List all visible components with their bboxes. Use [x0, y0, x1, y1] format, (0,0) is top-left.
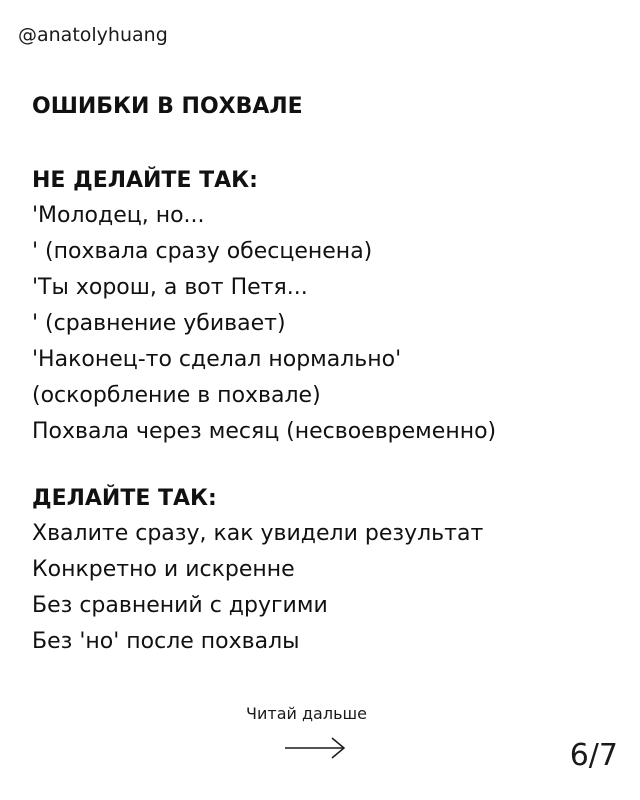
- do-line-3: Без сравнений с другими: [32, 593, 328, 618]
- page-indicator: 6/7: [569, 738, 618, 773]
- dont-line-4: ' (сравнение убивает): [32, 311, 286, 336]
- dont-line-6: (оскорбление в похвале): [32, 383, 321, 408]
- author-handle: @anatolyhuang: [18, 24, 168, 46]
- dont-section: [32, 164, 622, 450]
- do-heading: ДЕЛАЙТЕ ТАК:: [32, 486, 217, 511]
- slide-content: [32, 90, 622, 692]
- dont-heading: НЕ ДЕЛАЙТЕ ТАК:: [32, 168, 258, 193]
- page-title: ОШИБКИ В ПОХВАЛЕ: [32, 94, 303, 119]
- do-line-1: Хвалите сразу, как увидели результат: [32, 521, 484, 546]
- dont-line-7: Похвала через месяц (несвоевременно): [32, 419, 497, 444]
- arrow-right-icon[interactable]: [284, 736, 346, 760]
- dont-line-2: ' (похвала сразу обесценена): [32, 239, 373, 264]
- read-more-label[interactable]: Читай дальше: [246, 704, 367, 723]
- dont-line-5: 'Наконец-то сделал нормально': [32, 347, 402, 372]
- do-section: [32, 482, 622, 660]
- do-line-4: Без 'но' после похвалы: [32, 629, 300, 654]
- do-line-2: Конкретно и искренне: [32, 557, 295, 582]
- dont-line-3: 'Ты хорош, а вот Петя...: [32, 275, 308, 300]
- dont-line-1: 'Молодец, но...: [32, 203, 205, 228]
